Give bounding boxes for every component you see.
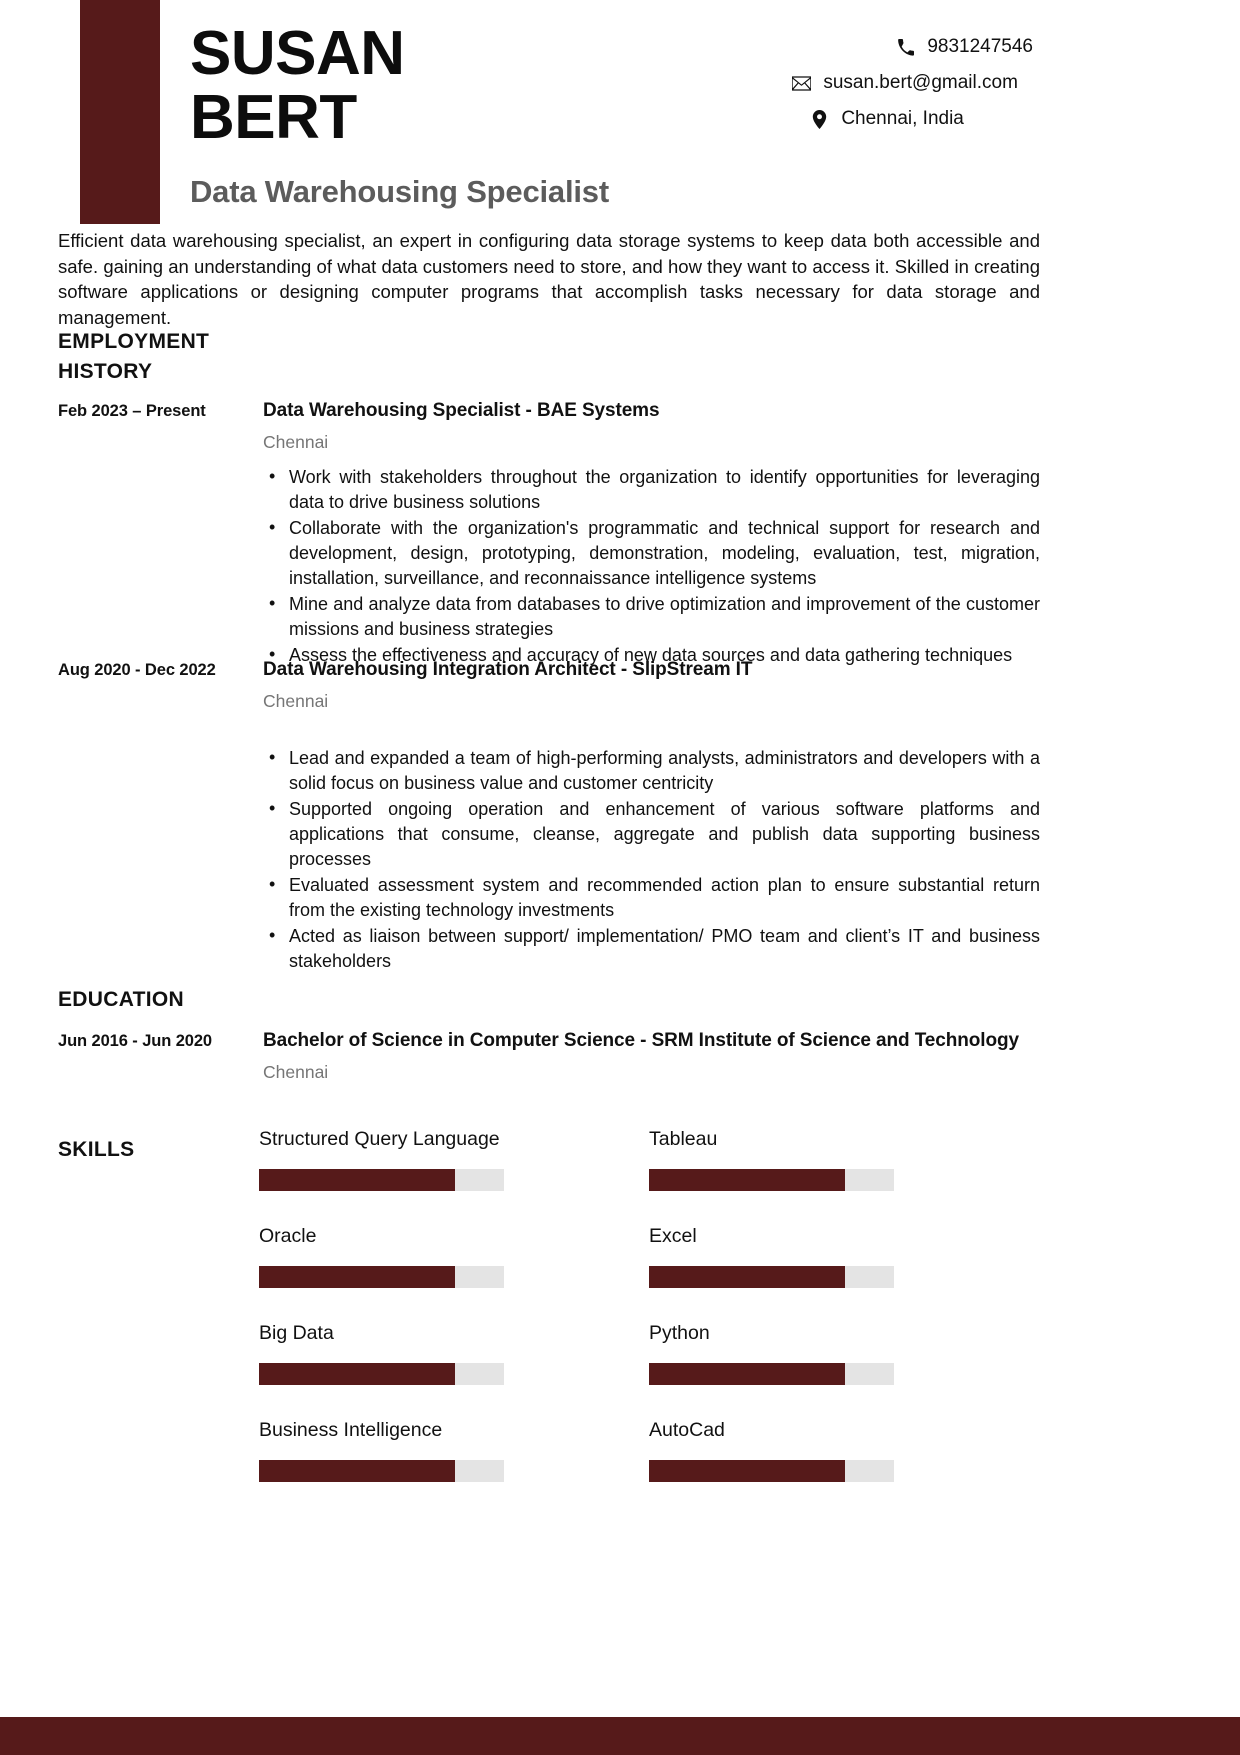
skill-bar-fill	[259, 1460, 455, 1482]
employment-entry-body	[263, 400, 1040, 669]
skill-bar-fill	[649, 1169, 845, 1191]
skill-bar-track	[259, 1169, 504, 1191]
education-entry-body	[263, 1030, 1040, 1083]
profile-summary: Efficient data warehousing specialist, an expert in configuring data storage systems to keep data both accessible and safe. gaining an understanding of what data customers need to store, and how they want to access it. Skilled in creating software applications or designing computer programs that accomplish tasks necessary for data storage and management.	[58, 230, 1040, 328]
skill-item	[649, 1128, 894, 1191]
skill-bar-track	[259, 1266, 504, 1288]
employment-entry-heading: Data Warehousing Specialist - BAE Systems	[263, 400, 660, 421]
header-accent-bar	[80, 0, 160, 224]
list-item: • Acted as liaison between support/ implementation/ PMO team and client’s IT and business stakeholders	[289, 924, 1040, 974]
employment-entry-date: Aug 2020 - Dec 2022	[58, 661, 216, 679]
employment-entry	[58, 659, 1040, 975]
employment-entry-heading: Data Warehousing Integration Architect - SlipStream IT	[263, 659, 753, 680]
list-item: • Supported ongoing operation and enhancement of various software platforms and applications that consume, cleanse, aggregate and publish data supporting business processes	[289, 797, 1040, 872]
contact-location	[806, 108, 1033, 130]
name-block	[190, 19, 750, 210]
phone-icon	[892, 39, 918, 56]
skill-bar-track	[649, 1169, 894, 1191]
list-item: • Assess the effectiveness and accuracy of new data sources and data gathering techniques	[289, 643, 1040, 668]
skill-label: AutoCad	[649, 1419, 725, 1441]
employment-entry-date: Feb 2023 – Present	[58, 402, 206, 420]
first-name: SUSAN	[190, 19, 405, 88]
last-name: BERT	[190, 83, 357, 152]
education-entry-location: Chennai	[263, 1062, 329, 1082]
contact-email-value: susan.bert@gmail.com	[823, 72, 1018, 93]
skill-item	[259, 1128, 504, 1191]
employment-entry-location: Chennai	[263, 691, 329, 711]
skill-item	[649, 1419, 894, 1482]
education-entry-date: Jun 2016 - Jun 2020	[58, 1032, 213, 1050]
employment-title-line2: HISTORY	[58, 360, 153, 383]
skill-bar-track	[649, 1266, 894, 1288]
skill-bar-fill	[259, 1363, 455, 1385]
skill-bar-track	[259, 1363, 504, 1385]
section-skills	[58, 1135, 258, 1165]
resume-header	[0, 0, 1240, 228]
contact-phone-value: 9831247546	[927, 36, 1033, 57]
skill-label: Big Data	[259, 1322, 334, 1344]
skill-item	[259, 1322, 504, 1385]
education-entry-heading: Bachelor of Science in Computer Science - SRM Institute of Science and Technology	[263, 1030, 1019, 1051]
list-item: • Lead and expanded a team of high-performing analysts, administrators and developers with a solid focus on business value and customer centricity	[289, 746, 1040, 796]
skill-item	[649, 1322, 894, 1385]
skill-label: Tableau	[649, 1128, 718, 1150]
skill-bar-track	[649, 1460, 894, 1482]
list-item: • Evaluated assessment system and recommended action plan to ensure substantial return from the existing technology investments	[289, 873, 1040, 923]
skill-bar-fill	[259, 1266, 455, 1288]
envelope-icon	[788, 76, 814, 91]
skill-label: Excel	[649, 1225, 697, 1247]
list-item: • Mine and analyze data from databases to drive optimization and improvement of the customer missions and business strategies	[289, 592, 1040, 642]
skill-label: Oracle	[259, 1225, 317, 1247]
contact-email	[788, 72, 1033, 94]
employment-entry-body	[263, 659, 1040, 975]
employment-title-line1: EMPLOYMENT	[58, 330, 210, 353]
skill-label: Structured Query Language	[259, 1128, 500, 1150]
section-employment-history	[58, 327, 258, 387]
education-entry	[58, 1030, 1040, 1083]
employment-entry-location: Chennai	[263, 432, 329, 452]
skills-title: SKILLS	[58, 1138, 135, 1161]
skill-item	[259, 1225, 504, 1288]
location-pin-icon	[806, 110, 832, 129]
contact-location-value: Chennai, India	[841, 108, 964, 129]
list-item: • Collaborate with the organization's programmatic and technical support for research and development, design, prototyping, demonstration, modeling, evaluation, test, migration, installation, surveillance, and reconnaissance intelligence systems	[289, 516, 1040, 591]
employment-entry-bullets	[263, 465, 1040, 668]
contact-list	[788, 36, 1033, 144]
skills-grid	[259, 1128, 1049, 1516]
employment-entry-bullets	[263, 746, 1040, 974]
skill-bar-track	[649, 1363, 894, 1385]
skill-bar-fill	[649, 1460, 845, 1482]
skill-item	[649, 1225, 894, 1288]
section-education	[58, 985, 258, 1015]
education-title: EDUCATION	[58, 988, 184, 1011]
skill-item	[259, 1419, 504, 1482]
employment-entry	[58, 400, 1040, 669]
skill-label: Python	[649, 1322, 710, 1344]
skill-bar-fill	[649, 1363, 845, 1385]
job-title: Data Warehousing Specialist	[190, 174, 609, 209]
footer-accent-bar	[0, 1717, 1240, 1755]
skill-bar-fill	[259, 1169, 455, 1191]
skill-bar-track	[259, 1460, 504, 1482]
skill-bar-fill	[649, 1266, 845, 1288]
list-item: • Work with stakeholders throughout the organization to identify opportunities for leveraging data to drive business solutions	[289, 465, 1040, 515]
skill-label: Business Intelligence	[259, 1419, 443, 1441]
contact-phone	[892, 36, 1033, 58]
